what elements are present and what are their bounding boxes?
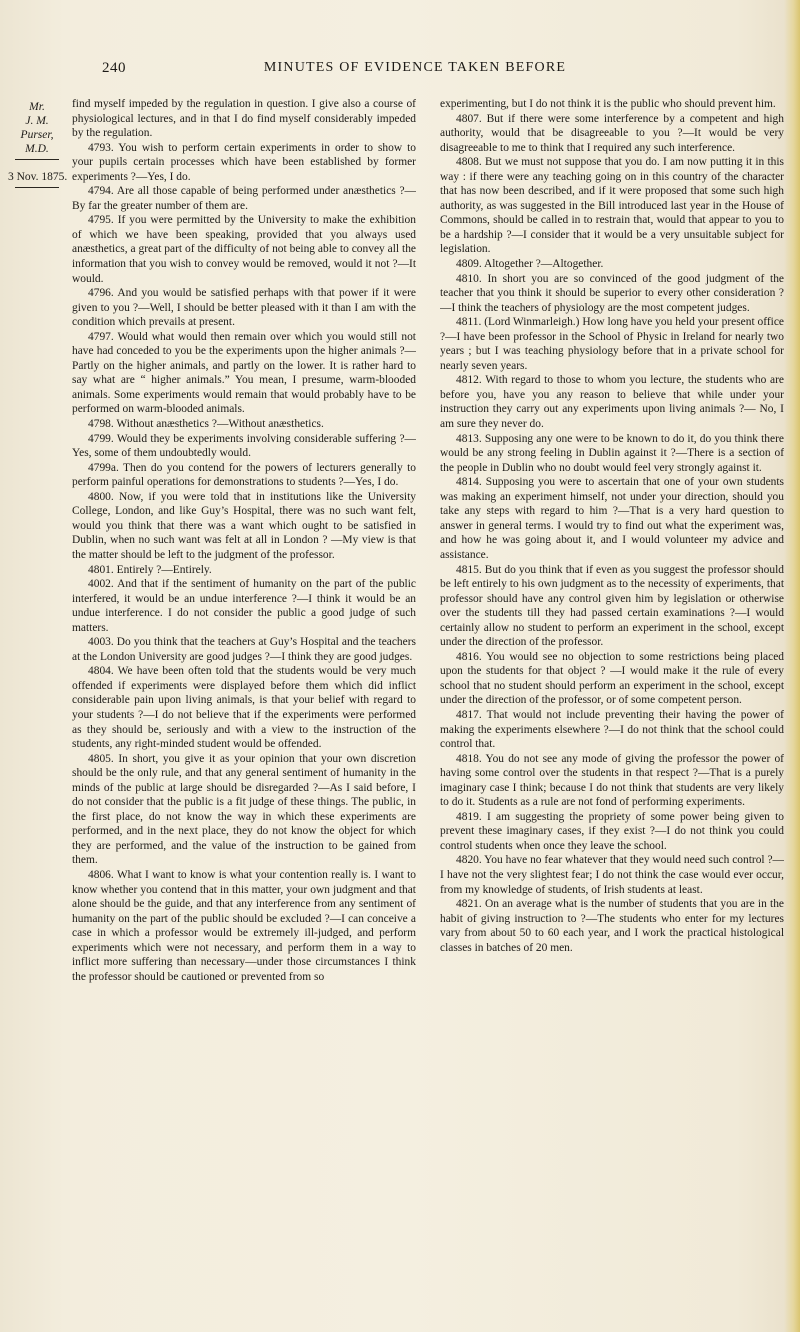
testimony-paragraph: 4797. Would what would then remain over which you would still not have had conceded to you be the experiments upon the higher animals ?—Partly on the higher animals, and partly on the lower. It is rather hard to say what are “ higher animals.” You mean, I presume, warm-blooded animals. Some experiments would remain that would probably have to be performed on warm-blooded animals. <box>72 330 416 416</box>
right-column <box>440 97 784 1322</box>
testimony-paragraph: 4800. Now, if you were told that in institutions like the University College, London, and like Guy’s Hospital, there was no such want felt, would you think that there was a want which ought to be satisfied in Dublin, when no such want was felt at all in London ? —My view is that the matter should be left to the judgment of the professor. <box>72 490 416 561</box>
margin-rule <box>15 159 59 160</box>
witness-degree: M.D. <box>25 143 49 155</box>
testimony-paragraph: 4804. We have been often told that the students would be very much offended if experiments were displayed before them which did inflict considerable pain upon living animals, is that your belief with regard to your students ?—I do not believe that if the experiments were performed as they should be, seriously and with a view to the instruction of the students, any right-minded student would be offended. <box>72 665 416 751</box>
testimony-paragraph: 4808. But we must not suppose that you do. I am now putting it in this way : if there were any teaching going on in this country of the character that has now been described, and if it were proposed that some such high authority, as was suggested in the Bill introduced last year in the House of Commons, should be called in to restrain that, would that appear to you to be a hardship ?—I consider that it would be a very unsuitable subject for legislation. <box>440 156 784 256</box>
side-margin-note <box>8 100 66 188</box>
testimony-paragraph: experimenting, but I do not think it is the public who should prevent him. <box>440 98 776 110</box>
testimony-paragraph: 4815. But do you think that if even as you suggest the professor should be left entirely to his own judgment as to the necessity of experiments, that professor should have any control given him by legislation or otherwise over the students till they had passed certain examinations ?—I would certainly allow no student to perform an experiment in the school, except under the direction of the professor. <box>440 563 784 649</box>
testimony-paragraph: 4809. Altogether ?—Altogether. <box>456 258 604 271</box>
testimony-paragraph: 4807. But if there were some interference by a competent and high authority, would that be disagreeable to you ?—It would be very disagreeable to me to think that I required any such interference. <box>440 112 784 154</box>
testimony-paragraph: 4002. And that if the sentiment of humanity on the part of the public interfered, it would be an undue interference ?—I think it would be an undue interference. I do not consider the public a good judge of such matters. <box>72 578 416 634</box>
testimony-paragraph: 4795. If you were permitted by the University to make the exhibition of which we have been speaking, provided that you always used anæsthetics, a great part of the difficulty of not being able to convey all the information that you wish to convey would be removed, would it not ?—It would. <box>72 214 416 285</box>
left-column <box>72 97 416 1322</box>
testimony-paragraph: 4821. On an average what is the number of students that you are in the habit of giving instruction to ?—The students who enter for my lectures vary from about 50 to 60 each year, and I work the practical histological classes in batches of 20 men. <box>440 898 784 954</box>
margin-rule <box>15 187 59 188</box>
testimony-paragraph: 4820. You have no fear whatever that they would need such control ?—I have not the very slightest fear; I do not think the case would ever occur, from my knowledge of students, of Irish students at least. <box>440 854 784 896</box>
testimony-paragraph: 4819. I am suggesting the propriety of some power being given to prevent these imaginary cases, if they exist ?—I do not think you could control students when once they leave the school. <box>440 810 784 852</box>
running-head: MINUTES OF EVIDENCE TAKEN BEFORE <box>263 60 567 75</box>
testimony-paragraph: 4813. Supposing any one were to be known to do it, do you think there would be any strong feeling in Dublin against it ?—There is a section of the people in Dublin who no doubt would feel very strongly against it. <box>440 432 784 474</box>
testimony-paragraph: 4810. In short you are so convinced of the good judgment of the teacher that you think it should be superior to every other consideration ?—I think the teachers of physiology are the most competent judges. <box>440 272 784 314</box>
testimony-paragraph: 4793. You wish to perform certain experiments in order to show to your pupils certain processes which have been established by former experiments ?—Yes, I do. <box>72 141 416 183</box>
witness-title: Mr. <box>29 101 45 113</box>
testimony-paragraph: 4817. That would not include preventing their having the power of making the experiments elsewhere ?—I do not think that the school could control that. <box>440 708 784 751</box>
testimony-paragraph: 4796. And you would be satisfied perhaps with that power if it were given to you ?—Well, I should be better pleased with it than I am with the condition which prevails at present. <box>72 287 416 329</box>
page-number: 240 <box>102 60 126 76</box>
testimony-paragraph: 4794. Are all those capable of being performed under anæsthetics ?—By far the greater number of them are. <box>72 185 416 212</box>
testimony-paragraph: 4799a. Then do you contend for the powers of lecturers generally to perform painful operations for demonstrations to students ?—Yes, I do. <box>72 461 416 489</box>
testimony-paragraph: 4801. Entirely ?—Entirely. <box>88 563 212 576</box>
testimony-paragraph: 4806. What I want to know is what your contention really is. I want to know whether you contend that in this matter, your own judgment and that alone should be the guide, and that any interference from any sentiment of humanity on the part of the public should be excluded ?—I can conceive a case in which a professor would be extremely ill-judged, and perform experiments which were not necessary, and perform them in a way to inflict more suffering than necessary—under those circumstances I think the professor should be cautioned or prevented from so <box>72 868 416 983</box>
testimony-paragraph: 4816. You would see no objection to some restrictions being placed upon the students for that object ? —I would make it the rule of every school that no student should perform an experiment in the school, except under the direction of the professor, or of some competent person. <box>440 650 784 707</box>
testimony-paragraph: 4811. (Lord Winmarleigh.) How long have you held your present office ?—I have been professor in the School of Physic in Ireland for nearly two years ; but I was teaching physiology before that in a private school for nearly seven years. <box>440 316 784 372</box>
testimony-paragraph: 4799. Would they be experiments involving considerable suffering ?—Yes, some of them undoubtedly would. <box>72 432 416 460</box>
testimony-paragraph: 4814. Supposing you were to ascertain that one of your own students was making an experiment himself, not under your direction, should you take any steps with regard to him ?—That is a very hard question to answer in general terms. I would try to find out what the experiment was, and how he was going about it, and I would volunteer my advice and assistance. <box>440 476 784 561</box>
testimony-paragraph: 4818. You do not see any mode of giving the professor the power of having some control over the students in that respect ?—That is a purely imaginary case I think; because I do not think that students are very likely to do it. Students as a rule are not fond of performing experiments. <box>440 752 784 809</box>
testimony-paragraph: 4805. In short, you give it as your opinion that your own discretion should be the only rule, and that any general sentiment of humanity in the minds of the public at large should be disregarded ?—As I said before, I do not consider that the public is a fit judge of these things. The public, in the first place, do not know the way in which these experiments are performed, and in the next place, they do not know the object for which they are performed, and the value of the instruction to be gained from them. <box>72 752 416 867</box>
page-header <box>70 60 760 82</box>
hearing-date: 3 Nov. 1875. <box>8 171 68 183</box>
testimony-paragraph: 4003. Do you think that the teachers at Guy’s Hospital and the teachers at the London University are good judges ?—I think they are good judges. <box>72 636 416 663</box>
witness-name: J. M. Purser, <box>20 115 54 141</box>
testimony-paragraph: 4798. Without anæsthetics ?—Without anæsthetics. <box>88 418 324 431</box>
testimony-paragraph: find myself impeded by the regulation in question. I give also a course of physiological lectures, and in that I do find myself considerably impeded by the regulation. <box>72 98 416 140</box>
testimony-paragraph: 4812. With regard to those to whom you lecture, the students who are before you, have you any reason to believe that while under your instruction they carry out any experiments upon living animals ?— No, I am sure they never do. <box>440 374 784 431</box>
page-edge-shadow <box>784 0 800 1332</box>
